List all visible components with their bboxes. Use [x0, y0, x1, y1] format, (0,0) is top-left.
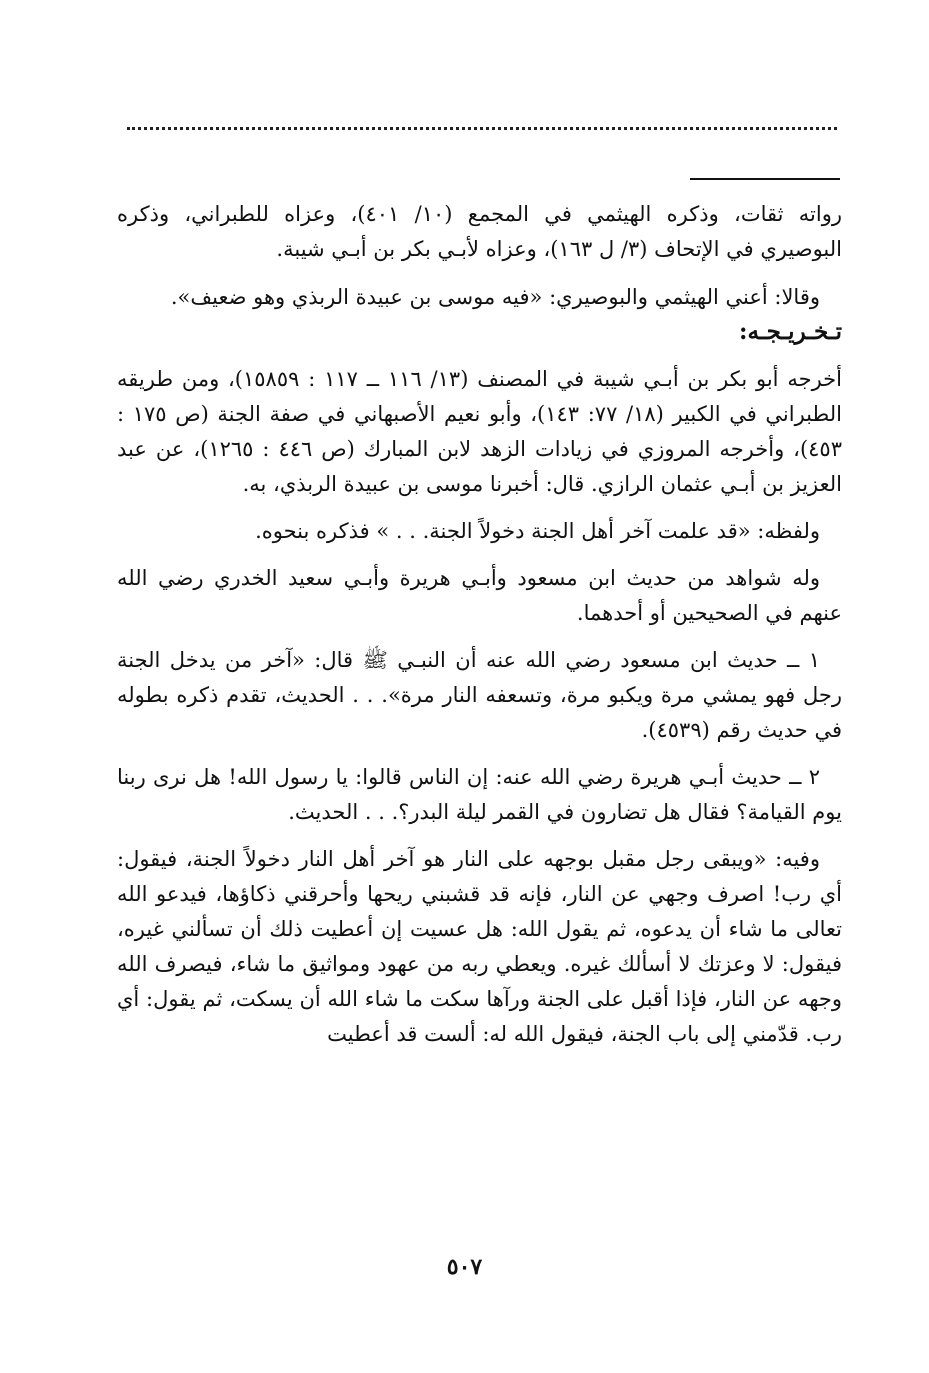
section-heading-takhrij: تـخـريـجـه: [739, 318, 842, 345]
takhrij-paragraph-4: ١ ــ حديث ابن مسعود رضي الله عنه أن النبـي ﷺ قال: «آخر من يدخل الجنة رجل فهو يمشي مرة ويكبو مرة، وتسعفه النار مرة». . . الحديث، تقدم ذكره بطوله في حديث رقم (٤٥٣٩). [117, 648, 842, 742]
takhrij-paragraph-5: ٢ ــ حديث أبـي هريرة رضي الله عنه: إن الناس قالوا: يا رسول الله! هل نرى ربنا يوم القيامة؟ فقال هل تضارون في القمر ليلة البدر؟. . . الحديث. [117, 765, 842, 824]
takhrij-paragraph-2: ولفظه: «قد علمت آخر أهل الجنة دخولاً الجنة. . . » فذكره بنحوه. [255, 519, 820, 543]
footnote-paragraph-2: وقالا: أعني الهيثمي والبوصيري: «فيه موسى بن عبيدة الربذي وهو ضعيف». [170, 285, 820, 309]
footnote-rule [690, 178, 840, 180]
footnote-paragraph-1: رواته ثقات، وذكره الهيثمي في المجمع (١٠/ ٤٠١)، وعزاه للطبراني، وذكره البوصيري في الإتحاف (٣/ ل ١٦٣)، وعزاه لأبـي بكر بن أبـي شيبة. [117, 202, 842, 261]
takhrij-paragraph-3: وله شواهد من حديث ابن مسعود وأبـي هريرة وأبـي سعيد الخدري رضي الله عنهم في الصحيحين أو أحدهما. [117, 566, 842, 625]
takhrij-paragraph-1: أخرجه أبو بكر بن أبـي شيبة في المصنف (١٣/ ١١٦ ــ ١١٧ : ١٥٨٥٩)، ومن طريقه الطبراني في الكبير (١٨/ ٧٧: ١٤٣)، وأبو نعيم الأصبهاني في صفة الجنة (ص ١٧٥ : ٤٥٣)، وأخرجه المروزي في زيادات الزهد لابن المبارك (ص ٤٤٦ : ١٢٦٥)، عن عبد العزيز بن أبـي عثمان الرازي. قال: أخبرنا موسى بن عبيدة الربذي، به. [117, 367, 842, 496]
page-number: ٥٠٧ [446, 1254, 483, 1280]
page-body [117, 197, 842, 1052]
takhrij-paragraph-6: وفيه: «ويبقى رجل مقبل بوجهه على النار هو آخر أهل النار دخولاً الجنة، فيقول: أي رب! اصرف وجهي عن النار، فإنه قد قشبني ريحها وأحرقني ذكاؤها، فيدعو الله تعالى ما شاء أن يدعوه، ثم يقول الله: هل عسيت إن أعطيت ذلك أن تسألني غيره، فيقول: لا وعزتك لا أسألك غيره. ويعطي ربه من عهود ومواثيق ما شاء، فيصرف الله وجهه عن النار، فإذا أقبل على الجنة ورآها سكت ما شاء الله أن يسكت، ثم يقول: أي رب. قدّمني إلى باب الجنة، فيقول الله له: ألست قد أعطيت [117, 847, 842, 1046]
dotted-separator [127, 127, 837, 130]
